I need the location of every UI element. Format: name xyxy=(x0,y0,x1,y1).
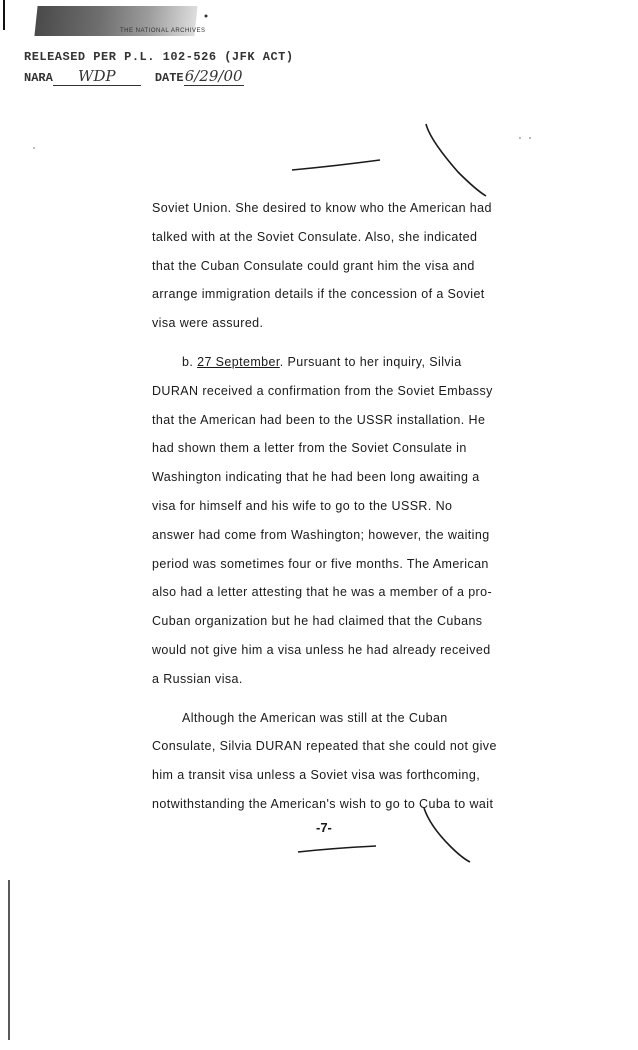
release-notice: RELEASED PER P.L. 102-526 (JFK ACT) xyxy=(24,50,294,64)
text-line: Consulate, Silvia DURAN repeated that she could not give xyxy=(152,739,497,754)
text-line: visa for himself and his wife to go to the USSR. No xyxy=(152,498,453,513)
redaction-stroke-bottom xyxy=(298,846,376,852)
text-line: visa were assured. xyxy=(152,316,264,331)
item-letter: b. xyxy=(182,354,194,369)
text-line: Washington indicating that he had been long awaiting a xyxy=(152,470,480,485)
text-line: had shown them a letter from the Soviet Consulate in xyxy=(152,441,467,456)
text-line: answer had come from Washington; however, the waiting xyxy=(152,527,490,542)
text-line: notwithstanding the American's wish to go to Cuba to wait xyxy=(152,796,494,811)
text-line: him a transit visa unless a Soviet visa was forthcoming, xyxy=(152,768,481,783)
speck xyxy=(205,15,208,18)
speck xyxy=(529,137,531,139)
text-line xyxy=(152,348,572,377)
text-line: arrange immigration details if the concession of a Soviet xyxy=(152,287,485,302)
text-line: period was sometimes four or five months. The American xyxy=(152,556,489,571)
text-line: also had a letter attesting that he was a member of a pro- xyxy=(152,585,493,600)
text-line: Although the American was still at the Cuban xyxy=(182,710,448,725)
nara-handwritten-value: WDP xyxy=(53,67,141,86)
paragraph-2 xyxy=(152,348,572,694)
paragraph-1 xyxy=(152,194,572,338)
item-date-rest: . Pursuant to her inquiry, Silvia xyxy=(279,354,462,369)
text-line: Soviet Union. She desired to know who the American had xyxy=(152,201,492,215)
text-line: Cuban organization but he had claimed that the Cubans xyxy=(152,614,483,629)
text-line: DURAN received a confirmation from the Soviet Embassy xyxy=(152,383,493,398)
speck xyxy=(519,137,521,139)
text-line: would not give him a visa unless he had already received xyxy=(152,642,491,657)
item-date: 27 September xyxy=(197,354,280,369)
date-label: DATE xyxy=(154,71,184,85)
text-line: a Russian visa. xyxy=(152,671,243,686)
page-number: -7- xyxy=(316,820,332,835)
text-line: talked with at the Soviet Consulate. Also, she indicated xyxy=(152,229,478,244)
speck xyxy=(33,147,35,149)
nara-label: NARA xyxy=(24,71,53,85)
archive-stamp-text: THE NATIONAL ARCHIVES xyxy=(120,28,206,34)
redaction-stroke-top xyxy=(292,160,380,170)
diagonal-stroke-top xyxy=(426,124,486,196)
date-handwritten-value: 6/29/00 xyxy=(184,67,243,85)
text-line: that the Cuban Consulate could grant him the visa and xyxy=(152,258,475,273)
text-line: that the American had been to the USSR installation. He xyxy=(152,412,486,427)
paragraph-3 xyxy=(152,704,572,819)
document-body xyxy=(152,194,572,819)
